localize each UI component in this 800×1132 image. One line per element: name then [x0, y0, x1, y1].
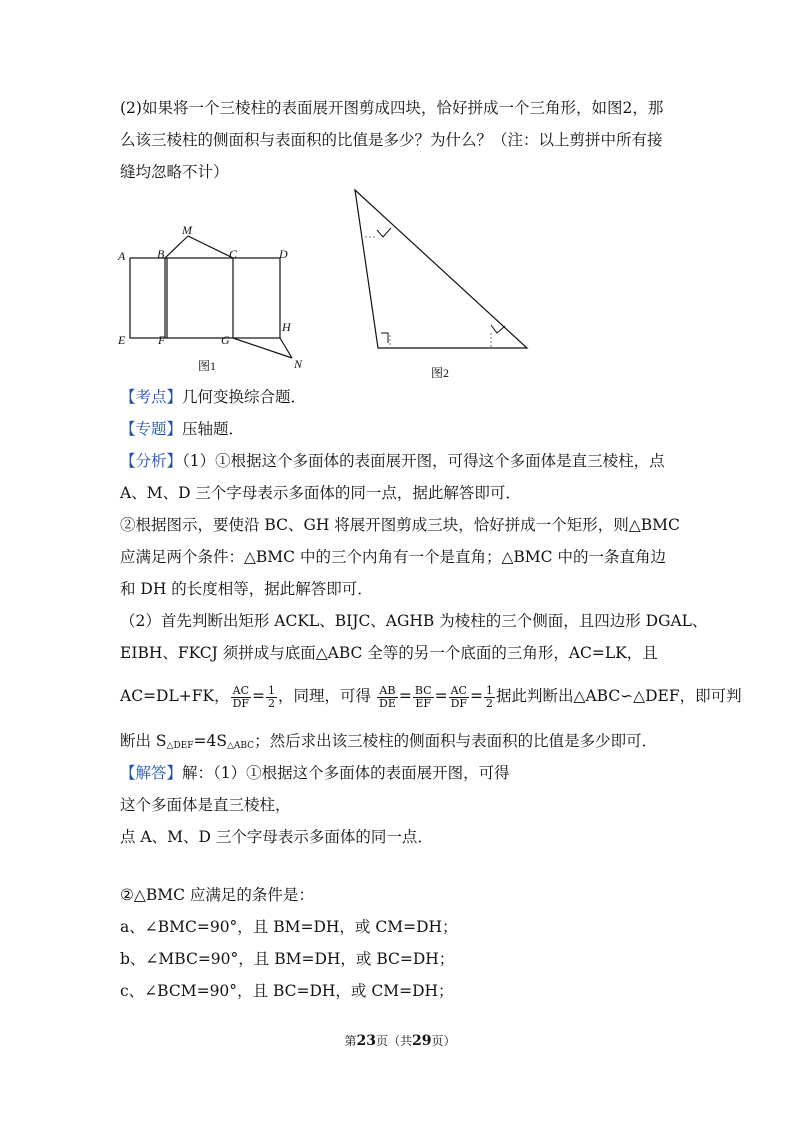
page-footer: 第23页（共29页） — [344, 1033, 456, 1049]
net-rectangle — [130, 258, 280, 338]
label-g: G — [221, 333, 230, 347]
condition-c: c、∠BCM=90°，且 BC=DH，或 CM=DH； — [120, 982, 454, 1000]
fraction-ac-df: $\frac{AC}{DF}$ — [232, 683, 250, 710]
figure-2 — [345, 185, 535, 385]
jieda-line-1 — [120, 763, 510, 783]
jieda-line-3: 点 A、M、D 三个字母表示多面体的同一点． — [120, 828, 433, 846]
eq-text-c: 据此判断出△ABC∽△DEF，即可判 — [496, 687, 742, 705]
label-c: C — [229, 247, 238, 261]
label-b: B — [157, 247, 165, 261]
eq-text-b: ，同理，可得 — [278, 687, 372, 705]
zhuanti-line — [120, 419, 244, 439]
fraction-ac-df-2: $\frac{AC}{DF}$ — [450, 683, 468, 710]
fenxi-line-5: 和 DH 的长度相等，据此解答即可． — [120, 580, 373, 598]
segment-mc — [188, 236, 233, 258]
figure-1 — [110, 218, 320, 378]
kaodian-tag: 【考点】 — [120, 388, 183, 406]
kaodian-line — [120, 387, 306, 407]
fenxi-line-3: ②根据图示，要使沿 BC、GH 将展开图剪成三块，恰好拼成一个矩形，则△BMC — [120, 516, 680, 534]
fenxi-line-4: 应满足两个条件：△BMC 中的三个内角有一个是直角；△BMC 中的一条直角边 — [120, 548, 666, 566]
equation-line: AC=DL+FK， $\frac{AC}{DF}$ = $\frac{1}{2}$ ，同理，可得 $\frac{AB}{DE}$ = $\frac{BC}{EF}$ = $\frac{AC}{DF}$ = $\frac{1}{2}$ 据此判断出△ABC∽△DEF，即可判 — [120, 683, 742, 710]
label-f: F — [158, 333, 166, 347]
total-pages: 29 — [412, 1033, 432, 1049]
jieda-line-2: 这个多面体是直三棱柱， — [120, 796, 291, 814]
fenxi-line-2: A、M、D 三个字母表示多面体的同一点，据此解答即可． — [120, 484, 521, 502]
label-a: A — [118, 249, 126, 263]
kaodian-text: 几何变换综合题． — [182, 388, 307, 406]
fraction-half-2: $\frac{1}{2}$ — [486, 683, 494, 710]
fraction-bc-ef: $\frac{BC}{EF}$ — [414, 683, 432, 710]
current-page: 23 — [356, 1033, 376, 1049]
fenxi-text-1: （1）①根据这个多面体的表面展开图，可得这个多面体是直三棱柱，点 — [182, 452, 665, 470]
label-h: H — [282, 320, 291, 334]
fenxi-line-6: （2）首先判断出矩形 ACKL、BIJC、AGHB 为棱柱的三个侧面，且四边形 DGAL、 — [120, 612, 708, 630]
question-line-3: 缝均忽略不计） — [120, 163, 229, 181]
condition-a: a、∠BMC=90°，且 BM=DH，或 CM=DH； — [120, 918, 458, 936]
fenxi-line-1 — [120, 451, 665, 471]
question-line-1: (2)如果将一个三棱柱的表面展开图剪成四块，恰好拼成一个三角形，如图2，那 — [120, 99, 664, 117]
fraction-ab-de: $\frac{AB}{DE}$ — [379, 683, 396, 710]
question-line-2: 么该三棱柱的侧面积与表面积的比值是多少？为什么？（注：以上剪拼中所有接 — [120, 131, 663, 149]
eq-text-a: AC=DL+FK， — [120, 687, 230, 705]
jieda-line-4: ②△BMC 应满足的条件是： — [120, 886, 314, 904]
jieda-tag: 【解答】 — [120, 764, 183, 782]
triangle — [355, 190, 527, 348]
jieda-text-1: 解：（1）①根据这个多面体的表面展开图，可得 — [182, 764, 510, 782]
figure-1-caption: 图1 — [198, 359, 217, 373]
condition-b: b、∠MBC=90°，且 BM=DH，或 BC=DH； — [120, 950, 455, 968]
figure-2-caption: 图2 — [431, 366, 450, 380]
fraction-half: $\frac{1}{2}$ — [268, 683, 276, 710]
zhuanti-text: 压轴题． — [182, 420, 245, 438]
label-e: E — [118, 333, 126, 347]
fenxi-line-7: EIBH、FKCJ 须拼成与底面△ABC 全等的另一个底面的三角形，AC=LK，且 — [120, 644, 658, 662]
zhuanti-tag: 【专题】 — [120, 420, 183, 438]
segment-bm — [165, 236, 188, 258]
label-m: M — [182, 223, 192, 237]
fenxi-tag: 【分析】 — [120, 452, 183, 470]
area-ratio-line: 断出 $S_{\triangle DEF}=4S_{\triangle ABC}$；然后求出该三棱柱的侧面积与表面积的比值是多少即可． — [120, 732, 658, 751]
label-n: N — [294, 357, 303, 371]
label-d: D — [279, 247, 288, 261]
segment-gn — [233, 338, 292, 358]
